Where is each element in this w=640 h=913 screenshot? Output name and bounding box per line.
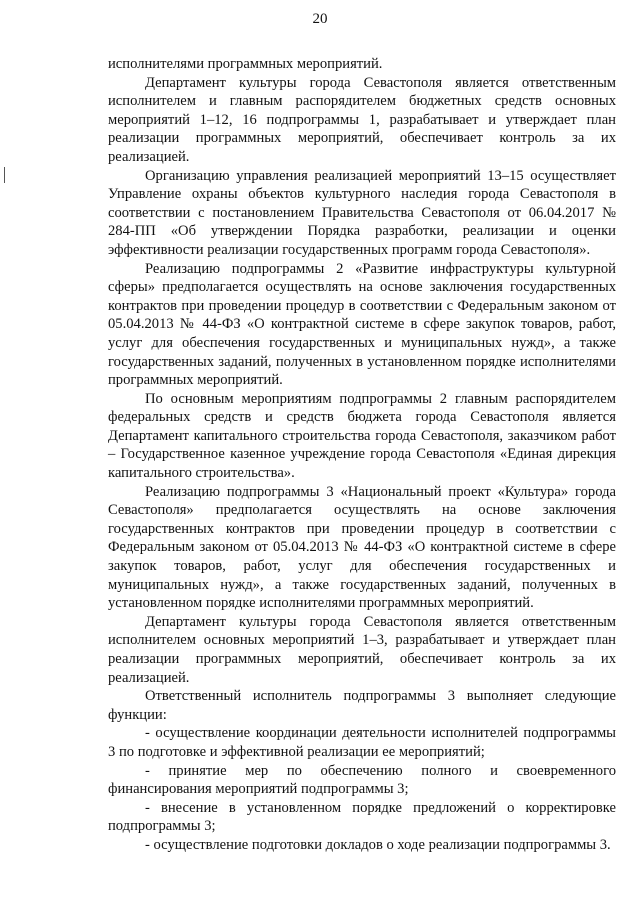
list-item-3: - внесение в установленном порядке предложений о корректировке подпрограммы 3; (108, 799, 616, 835)
paragraph-1: исполнителями программных мероприятий. (108, 56, 383, 72)
paragraph-2: Департамент культуры города Севастополя является ответственным исполнителем и главным распорядителем бюджетных средств основных мероприятий 1–12, 16 подпрограммы 1, разрабатывает и утверждает план реализации программных мероприятий, обеспечивает контроль за их реализацией. (108, 74, 616, 165)
list-item-4: - осуществление подготовки докладов о ходе реализации подпрограммы 3. (145, 836, 611, 853)
document-body (108, 55, 616, 855)
paragraph-4: Реализацию подпрограммы 2 «Развитие инфраструктуры культурной сферы» предполагается осуществлять на основе заключения государственных контрактов при проведении процедур в соответствии с Федеральным законом от 05.04.2013 № 44-ФЗ «О контрактной системе в сфере закупок товаров, работ, услуг для обеспечения государственных и муниципальных нужд», а также государственных заданий, полученных в установленном порядке исполнителями программных мероприятий. (108, 260, 616, 389)
list-item-1: - осуществление координации деятельности исполнителей подпрограммы 3 по подготовке и эффективной реализации ее мероприятий; (108, 725, 616, 760)
paragraph-5: По основным мероприятиям подпрограммы 2 главным распорядителем федеральных средств и средств бюджета города Севастополя является Департамент капитального строительства города Севастополя, заказчиком работ – Государственное казенное учреждение города Севастополя «Единая дирекция капитального строительства». (108, 390, 616, 482)
margin-mark (4, 167, 5, 183)
page-number: 20 (312, 11, 328, 27)
paragraph-3: Организацию управления реализацией мероприятий 13–15 осуществляет Управление охраны объектов культурного наследия города Севастополя в соответствии с постановлением Правительства Севастополя от 06.04.2017 № 284-ПП «Об утверждении Порядка разработки, реализации и оценки эффективности реализации государственных программ города Севастополя». (108, 167, 616, 258)
list-item-2: - принятие мер по обеспечению полного и своевременного финансирования мероприятий подпрограммы 3; (108, 762, 616, 798)
paragraph-7: Департамент культуры города Севастополя является ответственным исполнителем основных мероприятий 1–3, разрабатывает и утверждает план реализации программных мероприятий, обеспечивает контроль за их реализацией. (108, 613, 616, 686)
paragraph-6: Реализацию подпрограммы 3 «Национальный проект «Культура» города Севастополя» предполагается осуществлять на основе заключения государственных контрактов при проведении процедур в соответствии с Федеральным законом от 05.04.2013 № 44-ФЗ «О контрактной системе в сфере закупок товаров, работ, услуг для обеспечения государственных и муниципальных нужд», а также государственных заданий, полученных в установленном порядке исполнителями программных мероприятий. (108, 483, 616, 612)
paragraph-8: Ответственный исполнитель подпрограммы 3 выполняет следующие функции: (108, 688, 616, 723)
